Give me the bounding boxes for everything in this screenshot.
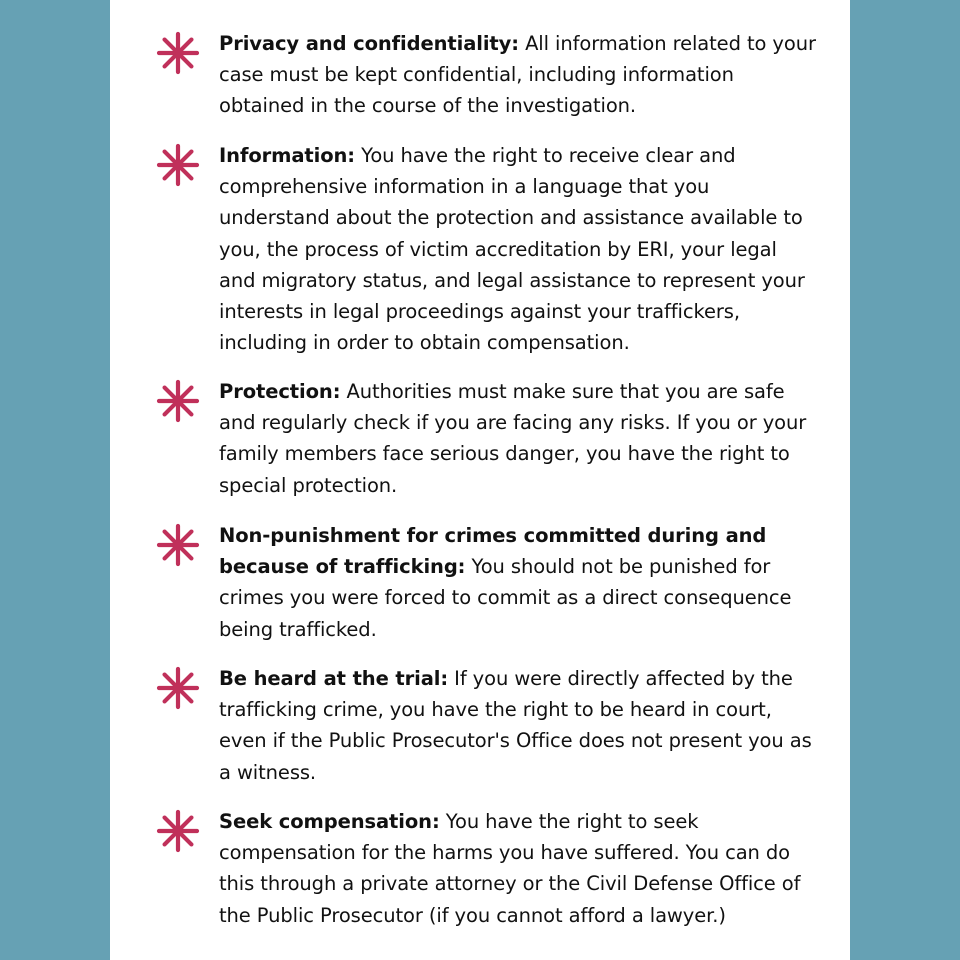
right-body: Authorities must make sure that you are safe and regularly check if you are facing any risks. If you or your family members face serious danger, you have the right to special protection. — [219, 380, 807, 497]
right-body: You have the right to seek compensation for the harms you have suffered. You can do this through a private attorney or the Civil Defense Office of the Public Prosecutor (if you cannot afford a lawyer.) — [219, 810, 801, 927]
asterisk-icon — [154, 377, 202, 425]
right-title: Seek compensation: — [219, 810, 440, 833]
document-page — [110, 0, 850, 960]
right-text — [219, 376, 819, 501]
asterisk-icon — [154, 664, 202, 712]
right-title: Protection: — [219, 380, 341, 403]
right-text — [219, 806, 819, 931]
asterisk-icon — [154, 141, 202, 189]
right-text — [219, 663, 819, 788]
right-title: Privacy and confidentiality: — [219, 32, 519, 55]
right-title: Non-punishment for crimes committed during and because of trafficking: — [219, 524, 767, 579]
right-title: Information: — [219, 144, 355, 167]
right-text — [219, 140, 819, 358]
asterisk-icon — [154, 807, 202, 855]
right-text — [219, 28, 819, 122]
right-text — [219, 520, 819, 645]
right-body: All information related to your case must be kept confidential, including information obtained in the course of the investigation. — [219, 32, 816, 118]
asterisk-icon — [154, 521, 202, 569]
right-body: You should not be punished for crimes you were forced to commit as a direct consequence being trafficked. — [219, 555, 792, 641]
right-title: Be heard at the trial: — [219, 667, 449, 690]
asterisk-icon — [154, 29, 202, 77]
right-body: You have the right to receive clear and comprehensive information in a language that you understand about the protection and assistance available to you, the process of victim accreditation by ERI, your legal and migratory status, and legal assistance to represent your interests in legal proceedings against your traffickers, including in order to obtain compensation. — [219, 144, 805, 355]
right-body: If you were directly affected by the trafficking crime, you have the right to be heard in court, even if the Public Prosecutor's Office does not present you as a witness. — [219, 667, 812, 784]
